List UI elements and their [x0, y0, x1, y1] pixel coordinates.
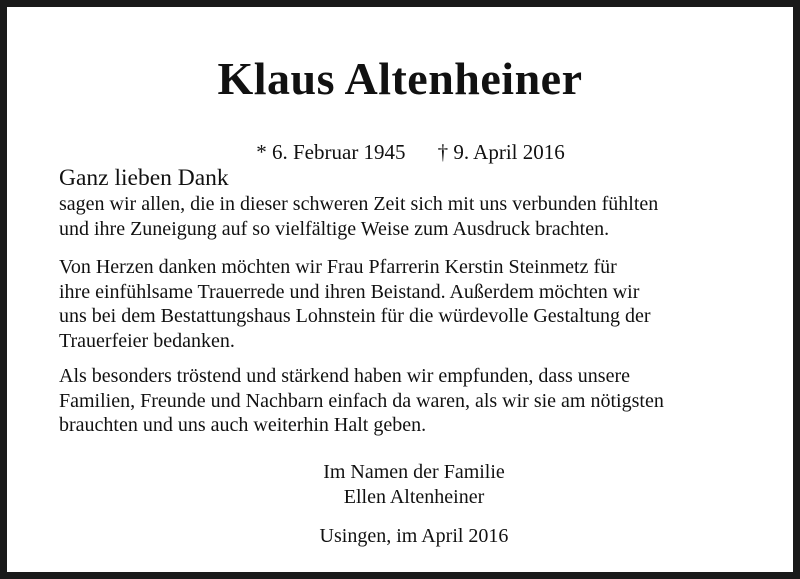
text-line: Als besonders tröstend und stärkend haben wir empfunden, dass unsere	[59, 365, 630, 387]
text-line: Trauerfeier bedanken.	[59, 329, 235, 352]
paragraph-thanks-pastor	[59, 255, 773, 353]
text-line: sagen wir allen, die in dieser schweren Zeit sich mit uns verbunden fühlten	[59, 193, 659, 215]
death-date: † 9. April 2016	[437, 140, 565, 164]
paragraph-comfort	[59, 364, 773, 438]
place-and-date: Usingen, im April 2016	[319, 525, 509, 547]
text-line: und ihre Zuneigung auf so vielfältige Weise zum Ausdruck brachten.	[59, 217, 610, 240]
text-line: uns bei dem Bestattungshaus Lohnstein für die würdevolle Gestaltung der	[59, 305, 651, 327]
text-line: brauchten und uns auch weiterhin Halt geben.	[59, 414, 427, 436]
deceased-name: Klaus Altenheiner	[217, 53, 583, 104]
signature-line-family: Im Namen der Familie	[323, 461, 505, 483]
birth-date: * 6. Februar 1945	[256, 140, 406, 164]
text-line: ihre einfühlsame Trauerrede und ihren Beistand. Außerdem möchten wir	[59, 280, 640, 303]
text-line: Familien, Freunde und Nachbarn einfach da waren, als wir sie am nötigsten	[59, 389, 664, 412]
thanks-heading: Ganz lieben Dank	[59, 165, 229, 191]
paragraph-thanks-all	[59, 192, 773, 241]
signature-name: Ellen Altenheiner	[343, 486, 485, 508]
text-line: Von Herzen danken möchten wir Frau Pfarrerin Kerstin Steinmetz für	[59, 256, 617, 278]
